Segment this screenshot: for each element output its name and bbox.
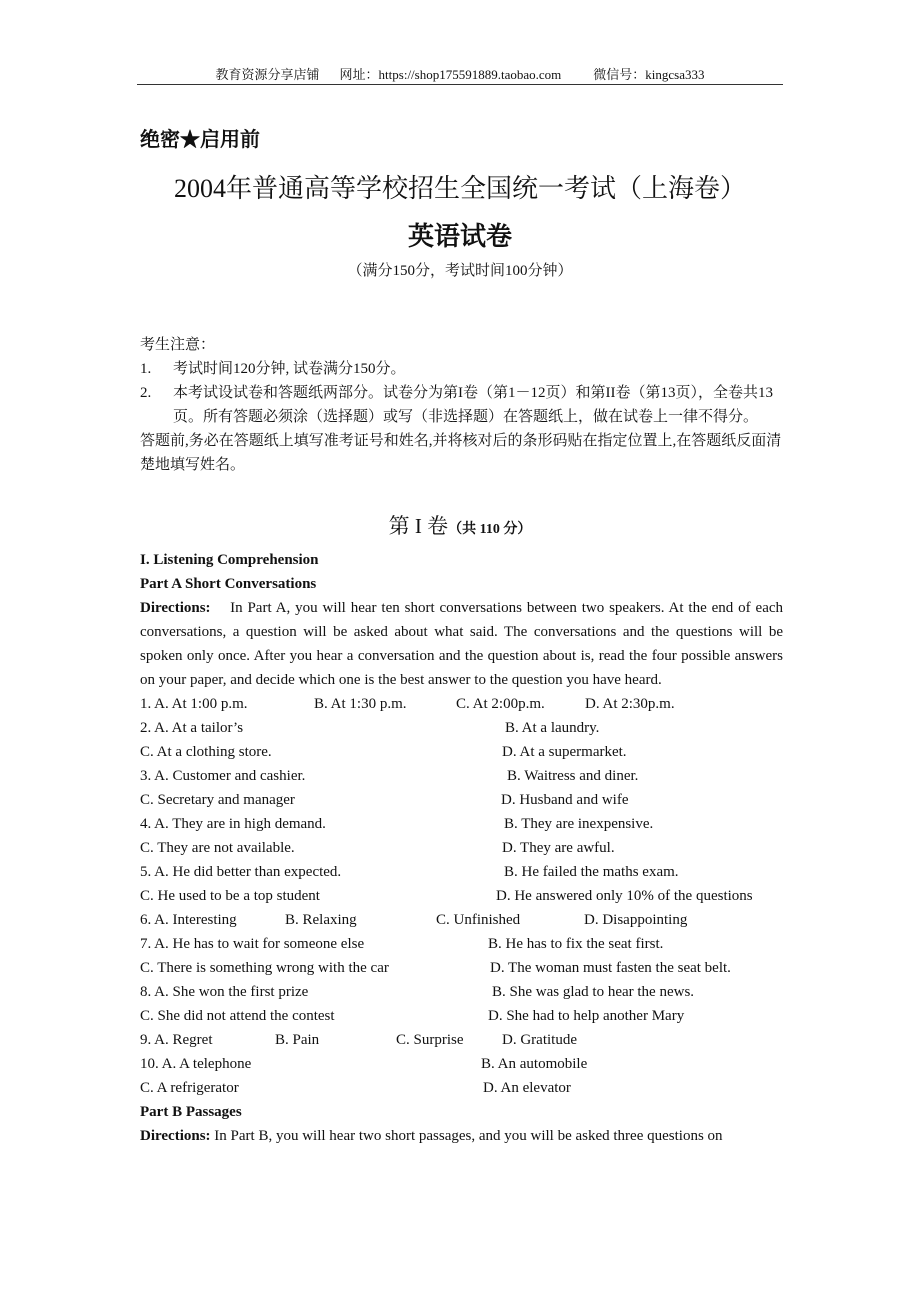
option: D. Disappointing [584, 912, 688, 928]
option: B. She was glad to hear the news. [492, 984, 695, 1000]
option: B. At 1:30 p.m. [314, 696, 407, 712]
exam-title: 2004年普通高等学校招生全国统一考试（上海卷） [173, 174, 746, 203]
header-wechat: 微信号：kingcsa333 [593, 67, 705, 82]
directions-label: Directions: [140, 1128, 211, 1144]
option: 8. A. She won the first prize [140, 984, 309, 1000]
question-4-cont [140, 836, 783, 860]
option: D. Gratitude [502, 1032, 577, 1048]
option: B. Waitress and diner. [507, 768, 639, 784]
option: C. A refrigerator [140, 1080, 239, 1096]
page-header [137, 66, 783, 85]
option: C. Surprise [396, 1032, 464, 1048]
option: C. Secretary and manager [140, 792, 295, 808]
option: C. She did not attend the contest [140, 1008, 335, 1024]
part-a-heading: Part A Short Conversations [140, 576, 317, 592]
part-one-score: （共 110 分） [448, 522, 532, 537]
option: 7. A. He has to wait for someone else [140, 936, 365, 952]
option: 10. A. A telephone [140, 1056, 252, 1072]
option: D. He answered only 10% of the questions [496, 888, 753, 904]
note-item [140, 381, 783, 429]
option: 5. A. He did better than expected. [140, 864, 342, 880]
option: D. An elevator [483, 1080, 571, 1096]
question-1 [140, 692, 783, 716]
option: 1. A. At 1:00 p.m. [140, 696, 248, 712]
option: B. Relaxing [285, 912, 357, 928]
question-5 [140, 860, 783, 884]
part-one-title: 第 I 卷 [388, 514, 449, 538]
option: C. They are not available. [140, 840, 295, 856]
secret-label: 绝密★启用前 [140, 129, 260, 151]
note-number: 2. [140, 385, 152, 401]
question-7 [140, 932, 783, 956]
part-a-directions [140, 596, 783, 692]
option: B. Pain [275, 1032, 320, 1048]
question-3-cont [140, 788, 783, 812]
option: B. He has to fix the seat first. [488, 936, 664, 952]
option: D. At 2:30p.m. [585, 696, 675, 712]
candidate-notes [140, 333, 783, 477]
option: C. He used to be a top student [140, 888, 320, 904]
question-4 [140, 812, 783, 836]
exam-subtitle: （满分150分，考试时间100分钟） [347, 263, 573, 279]
question-7-cont [140, 956, 783, 980]
option: 9. A. Regret [140, 1032, 213, 1048]
notes-heading: 考生注意： [140, 337, 216, 353]
note-text: 本考试设试卷和答题纸两部分。试卷分为第I卷（第1－12页）和第II卷（第13页），全卷共13页。所有答题必须涂（选择题）或写（非选择题）在答题纸上，做在试卷上一律不得分。 [173, 385, 773, 425]
header-site-url: https://shop175591889.taobao.com [378, 67, 562, 82]
part-b-heading: Part B Passages [140, 1104, 242, 1120]
option: D. The woman must fasten the seat belt. [490, 960, 731, 976]
option: D. She had to help another Mary [488, 1008, 685, 1024]
header-site-label: 网址： [339, 67, 379, 82]
option: B. He failed the maths exam. [504, 864, 679, 880]
part-one-heading [0, 510, 920, 540]
note-item [140, 357, 783, 381]
question-10 [140, 1052, 783, 1076]
question-8 [140, 980, 783, 1004]
question-6 [140, 908, 783, 932]
question-2-cont [140, 740, 783, 764]
listening-section [140, 548, 783, 1148]
option: 3. A. Customer and cashier. [140, 768, 306, 784]
option: 6. A. Interesting [140, 912, 237, 928]
question-2 [140, 716, 783, 740]
option: B. They are inexpensive. [504, 816, 654, 832]
option: B. At a laundry. [505, 720, 600, 736]
directions-label: Directions: [140, 600, 211, 616]
option: C. Unfinished [436, 912, 521, 928]
directions-text: In Part B, you will hear two short passages, and you will be asked three questions on [214, 1128, 723, 1144]
option: B. An automobile [481, 1056, 588, 1072]
notes-footer: 答题前,务必在答题纸上填写准考证号和姓名,并将核对后的条形码贴在指定位置上,在答题纸反面清楚地填写姓名。 [140, 433, 782, 473]
exam-subject: 英语试卷 [407, 222, 512, 251]
option: 2. A. At a tailor’s [140, 720, 244, 736]
option: C. There is something wrong with the car [140, 960, 389, 976]
note-number: 1. [140, 361, 152, 377]
section-heading: I. Listening Comprehension [140, 552, 319, 568]
question-8-cont [140, 1004, 783, 1028]
header-shop: 教育资源分享店铺 [215, 67, 320, 82]
option: D. Husband and wife [501, 792, 629, 808]
question-10-cont [140, 1076, 783, 1100]
option: D. They are awful. [502, 840, 615, 856]
option: 4. A. They are in high demand. [140, 816, 326, 832]
option: C. At 2:00p.m. [456, 696, 545, 712]
directions-text: In Part A, you will hear ten short conversations between two speakers. At the end of each conversations, a question will be asked about what said. The conversations and the questions will be spoken only once. After you hear a conversation and the question about is, read the four possible answers on your paper, and decide which one is the best answer to the question you have heard. [140, 600, 784, 688]
option: C. At a clothing store. [140, 744, 272, 760]
question-9 [140, 1028, 783, 1052]
question-3 [140, 764, 783, 788]
note-text: 考试时间120分钟, 试卷满分150分。 [173, 361, 406, 377]
question-5-cont [140, 884, 783, 908]
part-b-directions [140, 1124, 783, 1148]
option: D. At a supermarket. [502, 744, 627, 760]
